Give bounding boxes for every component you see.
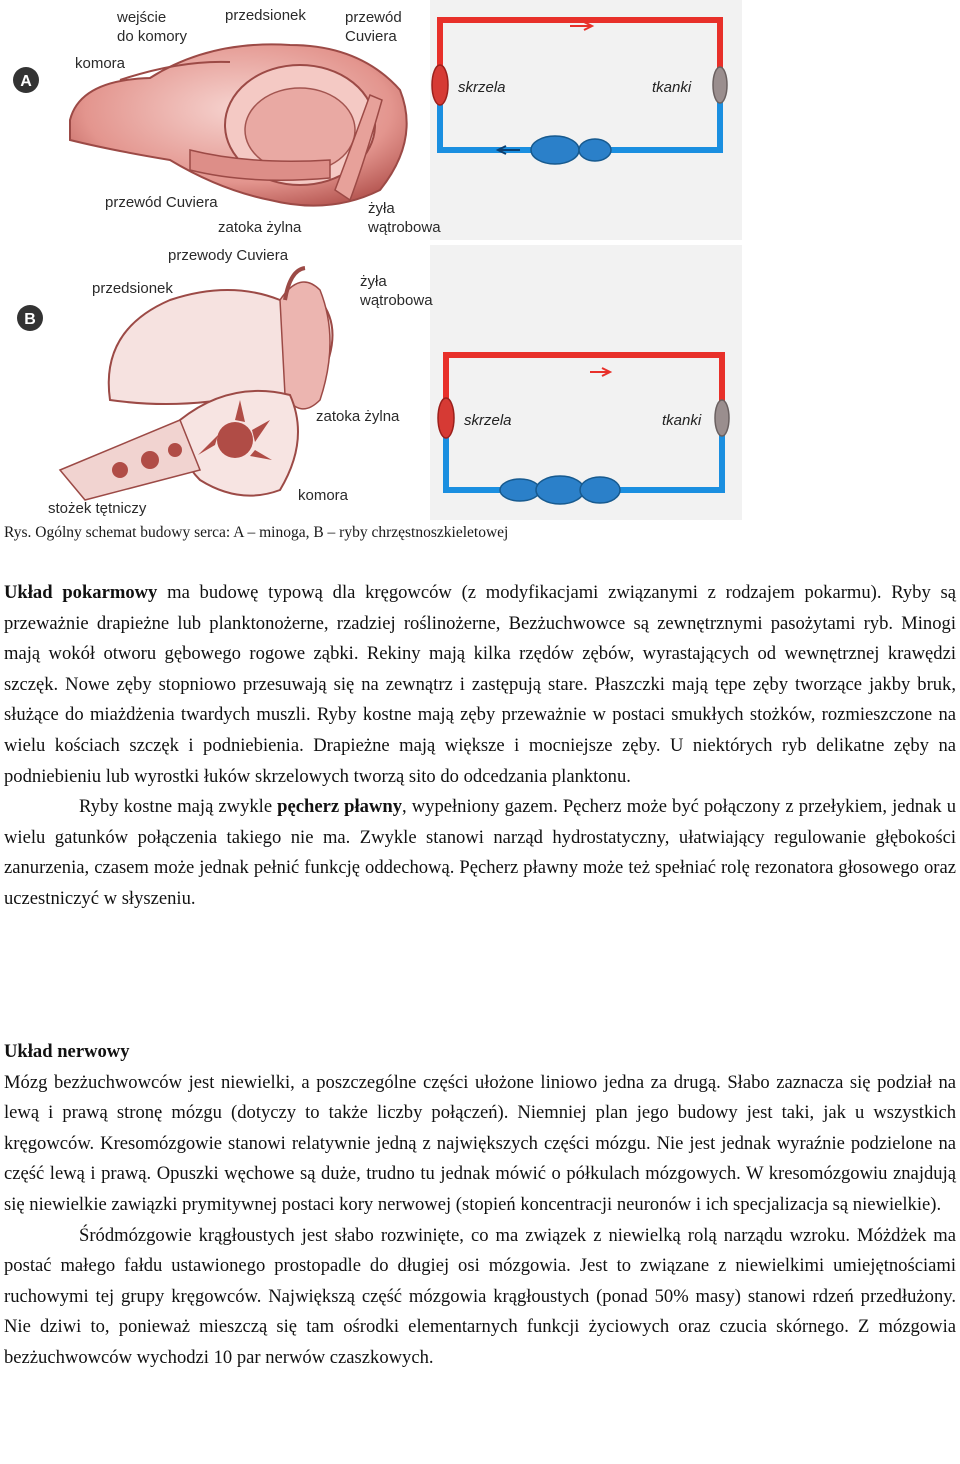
label-a-ventricle: komora (75, 55, 126, 72)
label-b-ventricle: komora (298, 487, 349, 504)
gills-capillary-a (432, 65, 448, 105)
heart-b (500, 479, 540, 501)
heart-diagram (0, 0, 742, 520)
label-a-duct-top-1: przewód (345, 9, 402, 26)
label-b-ducts: przewody Cuviera (168, 247, 289, 264)
section-digestive (4, 578, 956, 915)
label-b-sinus: zatoka żylna (316, 408, 400, 425)
term-swim-bladder: pęcherz pławny (277, 796, 403, 818)
label-a-duct-bottom: przewód Cuviera (105, 194, 218, 211)
badge-b-label: B (24, 311, 36, 328)
heading-nervous-system: Układ nerwowy (4, 1041, 130, 1062)
gills-capillary-b (438, 398, 454, 438)
label-a-atrium: przedsionek (225, 7, 306, 24)
tissue-capillary-a (713, 67, 727, 103)
label-a-entrance-1: wejście (117, 9, 167, 26)
paragraph-digestive-text: ma budowę typową dla kręgowców (z modyfikacjami związanymi z rodzajem pokarmu). Ryby są przeważnie drapieżne lub planktonożerne, rzadziej roślinożerne, Bezżuchwowce są zewnętrznymi pasożytami ryb. Minogi mają wokół otworu gębowego rogowe ząbki. Rekiny mają kilka rzędów zębów, wyrastających od wewnętrznej krawędzi szczęk. Nowe zęby stopniowo przesuwają się na zewnątrz i zastępują stare. Płaszczki mają tępe zęby tworzące jakby bruk, służące do miażdżenia twardych muszli. Ryby kostne mają zęby przeważnie w postaci smukłych stożków, rozmieszczone na wielu kościach szczęk i podniebienia. Drapieżne mają większe i mocniejsze zęby. U niektórych ryb delikatne zęby na podniebieniu lub wyrostki łuków skrzelowych tworzą sito do odcedzania planktonu. (4, 582, 957, 787)
paragraph-brain: Mózg bezżuchwowców jest niewielki, a poszczególne części ułożone liniowo jedna za drugą. Słabo zaznacza się podział na lewą i prawą stronę mózgu (dotyczy to także liczby połączeń). Niemniej plan jego budowy jest taki, jak u wszystkich kręgowców. Kresomózgowie stanowi relatywnie jedną z największych części mózgu. Nie jest jednak wyraźnie podzielone na część lewą i prawą. Opuszki węchowe są duże, trudno tu jednak mówić o półkulach mózgowych. W kresomózgowiu znajdują się niewielkie zawiązki prymitywnej postaci kory nerwowej (stopień koncentracji neuronów i ich specjalizacja są niewielkie). (4, 1071, 956, 1215)
label-b-hepatic-1: żyła (360, 273, 387, 290)
tissue-capillary-b (715, 400, 729, 436)
paragraph-swim-bladder (4, 792, 956, 914)
badge-a-label: A (20, 73, 32, 90)
paragraph-swim-bladder-start: Ryby kostne mają zwykle (79, 796, 278, 818)
label-a-hepatic-1: żyła (368, 200, 395, 217)
label-b-cone: stożek tętniczy (48, 500, 147, 517)
label-b-atrium: przedsionek (92, 280, 173, 297)
term-digestive-system: Układ pokarmowy (4, 582, 158, 603)
label-b-tissues: tkanki (662, 412, 702, 429)
section-nervous (4, 1037, 956, 1374)
figure-caption: Rys. Ogólny schemat budowy serca: A – minoga, B – ryby chrzęstnoszkieletowej (4, 524, 509, 541)
label-a-hepatic-2: wątrobowa (368, 219, 441, 236)
heart-a (531, 136, 579, 164)
label-a-duct-top-2: Cuviera (345, 28, 397, 45)
label-b-gills: skrzela (464, 412, 512, 429)
label-a-tissues: tkanki (652, 79, 692, 96)
label-a-sinus: zatoka żylna (218, 219, 302, 236)
heart-figure (0, 0, 742, 520)
label-a-gills: skrzela (458, 79, 506, 96)
paragraph-swim-bladder-text: , wypełniony gazem. Pęcherz może być połączony z przełykiem, jednak u wielu gatunków połączenia takiego nie ma. Zwykle stanowi narząd hydrostatyczny, ułatwiający regulowanie głębokości zanurzenia, czasem może jednak pełnić funkcję oddechową. Pęcherz pławny może też spełniać rolę rezonatora głosowego oraz uczestniczyć w słyszeniu. (4, 796, 956, 909)
paragraph-digestive (4, 578, 956, 792)
paragraph-midbrain: Śródmózgowie krągłoustych jest słabo rozwinięte, co ma związek z niewielką rolą narządu wzroku. Móżdżek ma postać małego fałdu ustawionego prostopadle do długiej osi mózgowia. Jest to związane z niewielkimi umiejętnościami ruchowymi tej grupy kręgowców. Największą część mózgowia krągłoustych (ponad 50% masy) stanowi rdzeń przedłużony. Nie dziwi to, ponieważ mieszczą się tam ośrodki elementarnych funkcji życiowych oraz czucia skórnego. Z mózgowia bezżuchwowców wychodzi 10 par nerwów czaszkowych. (4, 1224, 956, 1368)
label-b-hepatic-2: wątrobowa (360, 292, 433, 309)
label-a-entrance-2: do komory (117, 28, 188, 45)
